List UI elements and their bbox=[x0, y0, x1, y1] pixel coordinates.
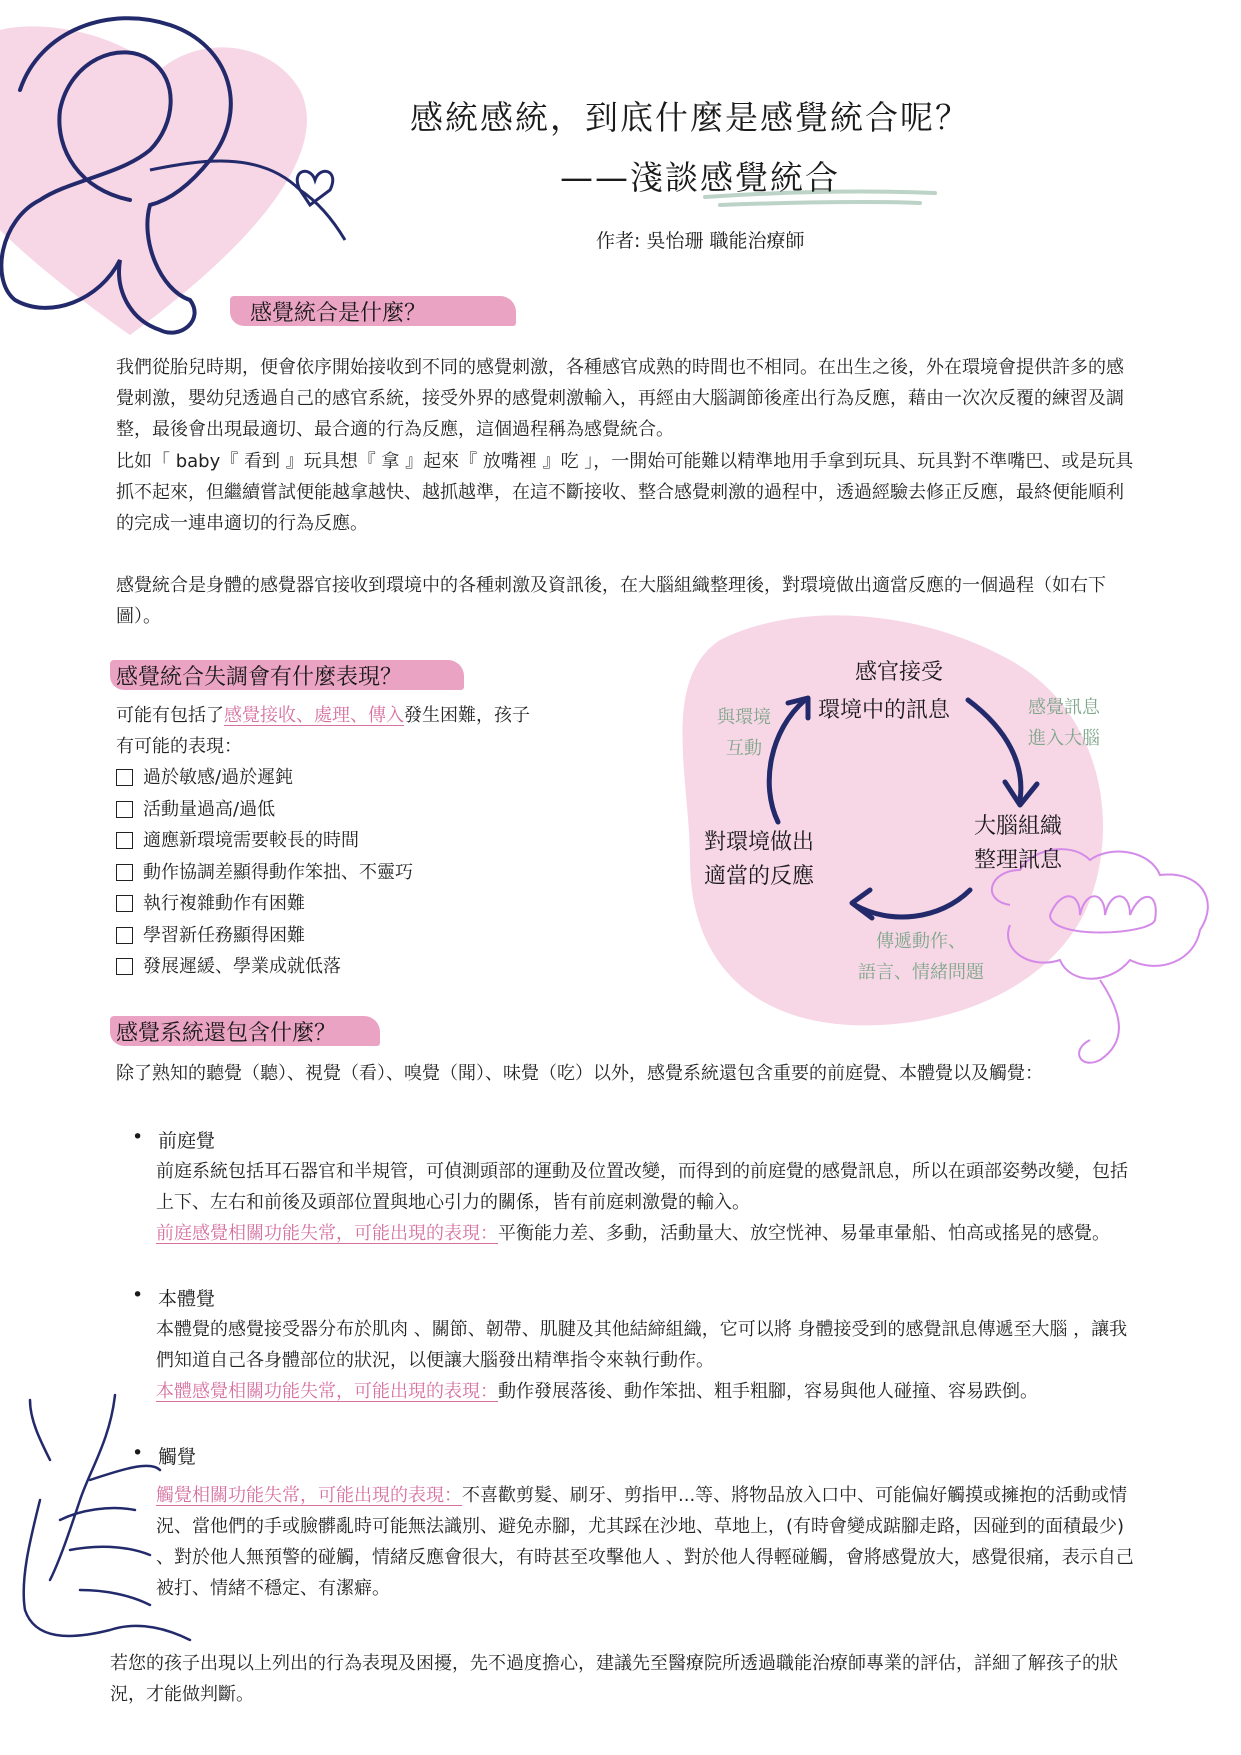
checklist-item[interactable] bbox=[116, 794, 413, 826]
checklist-item[interactable] bbox=[116, 762, 413, 794]
arrow-label-line: 互動 bbox=[726, 738, 762, 759]
checkbox[interactable] bbox=[116, 769, 133, 786]
checklist-item[interactable] bbox=[116, 825, 413, 857]
proprioception-description bbox=[156, 1314, 1142, 1407]
diagram-arrow-label-interact bbox=[717, 702, 771, 764]
section2-intro bbox=[116, 700, 636, 762]
section-heading-sensory-systems: 感覺系統還包含什麼？ bbox=[116, 1021, 337, 1046]
vestibular-issue-label: 前庭感覺相關功能失常，可能出現的表現： bbox=[156, 1223, 498, 1244]
symptom-checklist bbox=[116, 762, 413, 983]
diagram-node-line: 對環境做出 bbox=[704, 830, 815, 855]
section-heading-dysfunction: 感覺統合失調會有什麼表現？ bbox=[116, 665, 403, 690]
diagram-arrow-label-output bbox=[858, 926, 984, 988]
section1-paragraph-2: 比如「 baby『 看到 』玩具想『 拿 』起來『 放嘴裡 』吃 」，一開始可能難以精準地用手拿到玩具、玩具對不準嘴巴、或是玩具抓不起來，但繼續嘗試便能越拿越快、越抓越準，在這不斷接收、整合感覺刺激的過程中，透過經驗去修正反應，最終便能順利的完成一連串適切的行為反應。 bbox=[116, 451, 1134, 534]
arrow-label-line: 進入大腦 bbox=[1028, 728, 1100, 749]
checkbox[interactable] bbox=[116, 927, 133, 944]
page-title: 感統感統，到底什麼是感覺統合呢？ bbox=[410, 98, 970, 137]
diagram-node-brain-process bbox=[974, 810, 1062, 878]
vestibular-issue-text: 平衡能力差、多動，活動量大、放空恍神、易暈車暈船、怕高或搖晃的感覺。 bbox=[498, 1223, 1110, 1244]
arrow-label-line: 傳遞動作、 bbox=[876, 931, 966, 952]
checklist-item[interactable] bbox=[116, 888, 413, 920]
checklist-item-label: 發展遲緩、學業成就低落 bbox=[143, 956, 341, 977]
checklist-item[interactable] bbox=[116, 857, 413, 889]
tactile-issue-text: 不喜歡剪髮、刷牙、剪指甲...等、將物品放入口中、可能偏好觸摸或擁抱的活動或情況、當他們的手或臉髒亂時可能無法識別、避免赤腳，尤其踩在沙地、草地上，(有時會變成踮腳走路，因碰到的面積最少) 、對於他人無預警的碰觸，情緒反應會很大，有時甚至攻擊他人 、對於他人得輕碰觸，會將感覺放大，感覺很痛，表示自己被打、情緒不穩定、有潔癖。 bbox=[156, 1485, 1134, 1599]
vestibular-desc-text: 前庭系統包括耳石器官和半規管，可偵測頭部的運動及位置改變，而得到的前庭覺的感覺訊息，所以在頭部姿勢改變，包括上下、左右和前後及頭部位置與地心引力的關係，皆有前庭刺激覺的輸入。 bbox=[156, 1161, 1128, 1213]
checklist-item-label: 過於敏感/過於遲鈍 bbox=[143, 767, 294, 788]
bullet-tactile-title: • 觸覺 bbox=[158, 1442, 196, 1469]
bullet-proprioception-title: • 本體覺 bbox=[158, 1284, 215, 1311]
diagram-node-line: 大腦組織 bbox=[974, 814, 1063, 839]
section1-paragraph-1: 我們從胎兒時期，便會依序開始接收到不同的感覺刺激，各種感官成熟的時間也不相同。在出生之後，外在環境會提供許多的感覺刺激，嬰幼兒透過自己的感官系統，接受外界的感覺刺激輸入，再經由大腦調節後產出行為反應，藉由一次次反覆的練習及調整，最後會出現最適切、最合適的行為反應，這個過程稱為感覺統合。 bbox=[116, 357, 1124, 440]
checklist-item-label: 學習新任務顯得困難 bbox=[143, 924, 305, 946]
checkbox[interactable] bbox=[116, 895, 133, 912]
vestibular-description bbox=[156, 1156, 1142, 1249]
checklist-item[interactable] bbox=[116, 920, 413, 952]
checkbox[interactable] bbox=[116, 832, 133, 849]
proprioception-issue-text: 動作發展落後、動作笨拙、粗手粗腳，容易與他人碰撞、容易跌倒。 bbox=[498, 1381, 1038, 1402]
arrow-label-line: 感覺訊息 bbox=[1028, 697, 1100, 718]
arrow-label-line: 語言、情緒問題 bbox=[858, 962, 984, 983]
checkbox[interactable] bbox=[116, 801, 133, 818]
diagram-arrow-label-into-brain bbox=[1028, 692, 1100, 754]
tactile-description bbox=[156, 1480, 1142, 1604]
diagram-node-line: 環境中的訊息 bbox=[818, 698, 951, 723]
checklist-item[interactable] bbox=[116, 951, 413, 983]
checklist-item-label: 適應新環境需要較長的時間 bbox=[143, 830, 359, 851]
author-line: 作者: 吳怡珊 職能治療師 bbox=[596, 230, 805, 252]
tactile-issue-label: 觸覺相關功能失常，可能出現的表現： bbox=[156, 1485, 462, 1506]
proprioception-desc-text: 本體覺的感覺接受器分布於肌肉 、關節、韌帶、肌腱及其他結締組織，它可以將 身體接受到的感覺訊息傳遞至大腦 ，讓我們知道自己各身體部位的狀況，以便讓大腦發出精準指令來執行動作。 bbox=[156, 1319, 1128, 1371]
section-heading-what-is-si: 感覺統合是什麼？ bbox=[250, 301, 427, 326]
section1-paragraph-3: 感覺統合是身體的感覺器官接收到環境中的各種刺激及資訊後，在大腦組織整理後，對環境做出適當反應的一個過程（如右下圖）。 bbox=[116, 575, 1106, 627]
section2-intro-before: 可能有包括了 bbox=[116, 705, 224, 726]
page-subtitle: ——淺談感覺統合 bbox=[560, 158, 840, 197]
section2-intro-highlight: 感覺接收、處理、傳入 bbox=[224, 705, 404, 726]
pink-heart-shape bbox=[0, 26, 307, 335]
arrow-label-line: 與環境 bbox=[717, 707, 771, 728]
proprioception-issue-label: 本體感覺相關功能失常，可能出現的表現： bbox=[156, 1381, 498, 1402]
checkbox[interactable] bbox=[116, 958, 133, 975]
section2-intro-line2: 有可能的表現： bbox=[116, 736, 242, 757]
closing-paragraph: 若您的孩子出現以上列出的行為表現及困擾，先不過度擔心，建議先至醫療院所透過職能治療師專業的評估，詳細了解孩子的狀況，才能做判斷。 bbox=[110, 1653, 1118, 1705]
section3-intro: 除了熟知的聽覺（聽）、視覺（看）、嗅覺（聞）、味覺（吃）以外，感覺系統還包含重要的前庭覺、本體覺以及觸覺： bbox=[116, 1063, 1043, 1084]
diagram-node-line: 整理訊息 bbox=[974, 848, 1063, 873]
diagram-node-line: 感官接受 bbox=[855, 660, 944, 685]
diagram-node-response bbox=[704, 826, 814, 894]
checklist-item-label: 動作協調差顯得動作笨拙、不靈巧 bbox=[143, 861, 413, 883]
checkbox[interactable] bbox=[116, 864, 133, 881]
bullet-vestibular-title: • 前庭覺 bbox=[158, 1126, 215, 1153]
diagram-node-sensory-input bbox=[818, 656, 950, 728]
section2-intro-after: 發生困難，孩子 bbox=[404, 705, 530, 726]
diagram-node-line: 適當的反應 bbox=[704, 864, 815, 889]
checklist-item-label: 執行複雜動作有困難 bbox=[143, 893, 305, 914]
checklist-item-label: 活動量過高/過低 bbox=[143, 798, 276, 820]
